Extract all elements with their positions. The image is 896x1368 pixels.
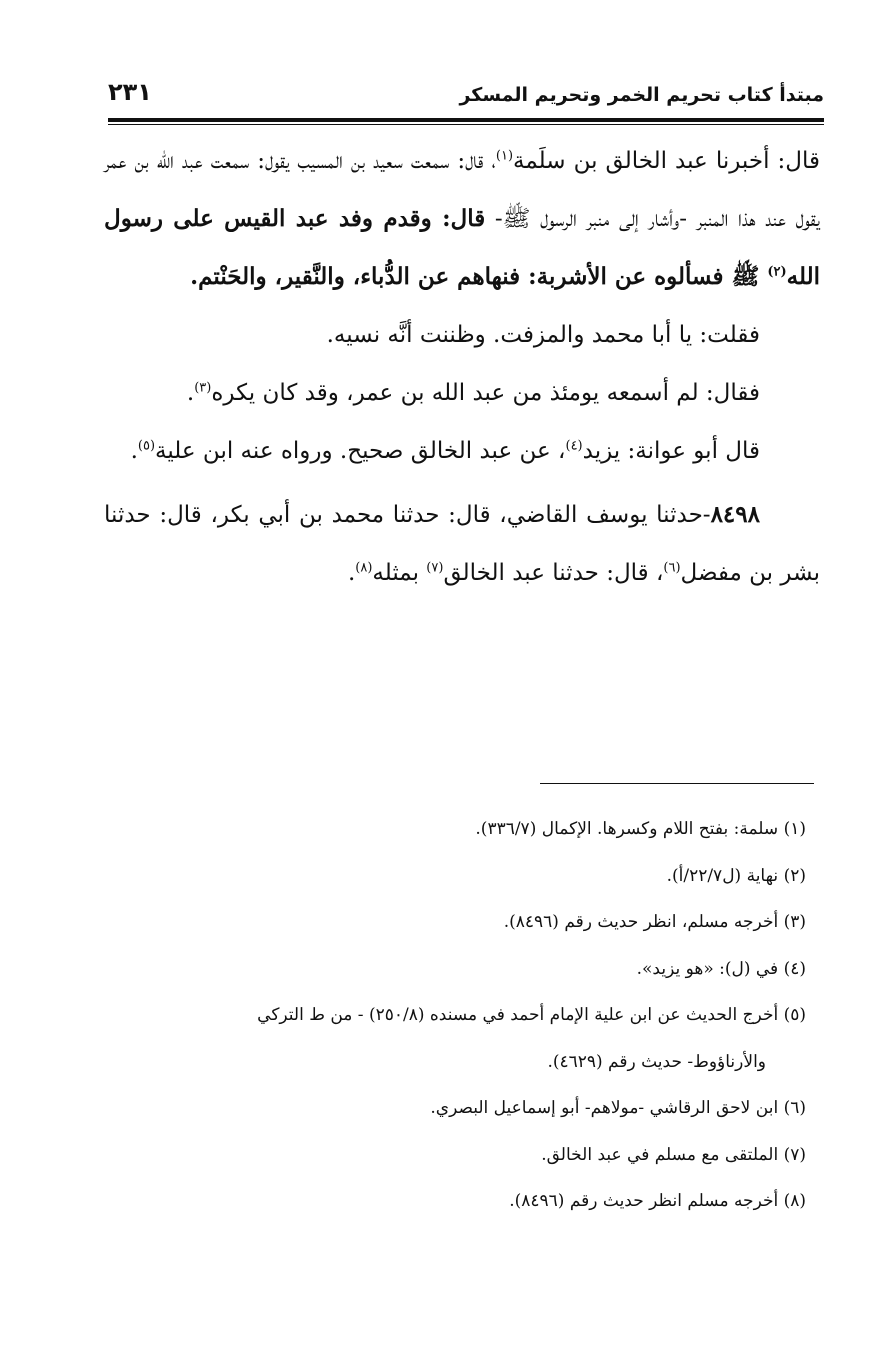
- footnote-3: (٣) أخرجه مسلم، انظر حديث رقم (٨٤٩٦).: [503, 912, 806, 932]
- paragraph-1: [104, 132, 820, 306]
- footnote-1: (١) سلمة: بفتح اللام وكسرها. الإكمال (٣٣٦/٧).: [475, 819, 806, 839]
- page-number: ٢٣١: [108, 78, 152, 106]
- footnote-marker: (٢): [767, 264, 787, 280]
- paragraph-3: [104, 364, 820, 422]
- header-title: مبتدأ كتاب تحريم الخمر وتحريم المسكر: [459, 84, 824, 106]
- text-run: -حدثنا يوسف القاضي، قال: حدثنا محمد بن أبي بكر، قال: حدثنا بشر بن مفضل: [104, 502, 820, 586]
- text-run: فقال: لم أسمعه يومئذ من عبد الله بن عمر، وقد كان يكره: [211, 380, 760, 406]
- text-run: قال أبو عوانة: يزيد: [582, 438, 760, 464]
- footnote-4: (٤) في (ل): «هو يزيد».: [636, 958, 806, 979]
- footnote-marker: (٤): [565, 438, 583, 454]
- footnote-separator: [540, 783, 814, 784]
- text-run: .: [186, 380, 195, 406]
- footnote-2: (٢) نهاية (ل٢٢/٧/أ).: [666, 865, 806, 886]
- footnote-marker: (٦): [663, 560, 681, 576]
- footnote-marker: (٧): [426, 560, 444, 576]
- footnote-8: (٨) أخرجه مسلم انظر حديث رقم (٨٤٩٦).: [509, 1191, 806, 1211]
- hadith-number: ٨٤٩٨: [710, 501, 760, 528]
- footnotes: [96, 806, 814, 1225]
- running-header: [108, 78, 824, 118]
- footnote-6: (٦) ابن لاحق الرقاشي -مولاهم- أبو إسماعيل البصري.: [430, 1098, 806, 1118]
- paragraph-5: [104, 486, 820, 602]
- paragraph-4: [104, 422, 820, 480]
- header-rule: [108, 118, 824, 122]
- footnote-7: (٧) الملتقى مع مسلم في عبد الخالق.: [541, 1144, 806, 1165]
- text-run: .: [130, 438, 138, 464]
- text-run: بمثله: [372, 560, 427, 586]
- bold-text: ﷺ فسألوه عن الأشربة: فنهاهم عن الدُّباء، والنَّقير، والحَنْتم.: [190, 263, 768, 290]
- paragraph-2: فقلت: يا أبا محمد والمزفت. وظننت أنَّه نسيه.: [326, 322, 760, 348]
- footnote-marker: (٣): [194, 380, 212, 396]
- main-text: [104, 132, 820, 602]
- footnote-marker: (١): [495, 148, 514, 164]
- footnote-5: (٥) أخرج الحديث عن ابن علية الإمام أحمد في مسنده (٢٥٠/٨) - من ط التركي: [257, 1005, 806, 1025]
- text-run: قال: أخبرنا عبد الخالق بن سلَمة: [513, 148, 820, 174]
- header-rule-thin: [108, 124, 824, 125]
- footnote-marker: (٥): [137, 438, 156, 454]
- text-run: .: [347, 560, 356, 586]
- text-run: ، عن عبد الخالق صحيح. ورواه عنه ابن علية: [155, 438, 566, 464]
- bold-text: قال: وقدم وفد عبد القيس على رسول الله: [104, 205, 820, 290]
- text-run: ، قال: سمعت سعيد بن المسيب يقول: سمعت عبد الله بن عمر يقول عند هذا المنبر -وأشار إلى منبر الرسول ﷺ-: [104, 148, 820, 232]
- footnote-5-continuation: والأرناؤوط- حديث رقم (٤٦٢٩).: [547, 1051, 766, 1072]
- footnote-marker: (٨): [355, 560, 373, 576]
- text-run: ، قال: حدثنا عبد الخالق: [443, 560, 664, 586]
